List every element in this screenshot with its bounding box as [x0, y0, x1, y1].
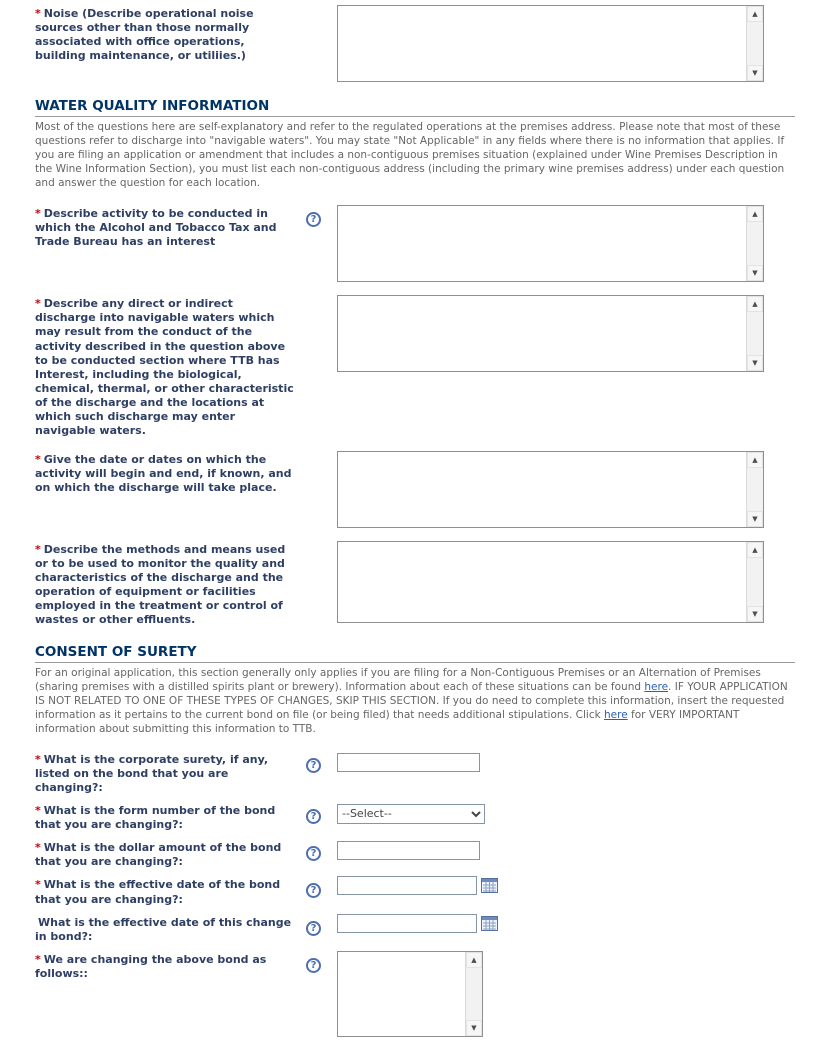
help-icon[interactable]: ?	[306, 212, 321, 227]
discharge-textarea-frame	[337, 295, 764, 372]
water-quality-intro: Most of the questions here are self-explanatory and refer to the regulated operations at the premises address. Please note that most of these questions refer to discharge into "navigable waters". You may state "Not Applicable" in any fields where there is no information that applies. If you are filing an application or amendment that includes a non-contiguous premises situation (explained under Wine Premises Description in the Wine Information Section), you must list each non-contiguous address (including the primary wine premises address) under each question and answer the question for each location.	[35, 121, 785, 190]
help-cell	[297, 914, 337, 936]
activity-question-label	[35, 205, 297, 249]
scrollbar[interactable]	[746, 542, 763, 622]
help-spacer	[297, 5, 337, 7]
effective-date-bond-label-text: What is the effective date of the bond that you are changing?:	[35, 878, 281, 906]
calendar-icon[interactable]	[481, 877, 498, 897]
help-cell	[297, 751, 337, 773]
discharge-textarea[interactable]	[338, 296, 746, 371]
change-date-input[interactable]	[337, 914, 477, 933]
scrollbar[interactable]	[746, 452, 763, 527]
dollar-amount-label-text: What is the dollar amount of the bond that you are changing?:	[35, 841, 282, 869]
discharge-label-text: Describe any direct or indirect discharge into navigable waters which may result from the conduct of the activity described in the question above to be conducted section where TTB has Interest, including the biological, chemical, thermal, or other characteristic of the discharge and the locations at which such discharge may enter navigable waters.	[35, 297, 294, 438]
help-icon[interactable]: ?	[306, 921, 321, 936]
consent-intro	[35, 666, 795, 736]
scrollbar[interactable]	[746, 6, 763, 81]
effective-date-bond-label	[35, 876, 297, 906]
activity-control	[337, 205, 795, 282]
effective-date-bond-input[interactable]	[337, 876, 477, 895]
scrollbar[interactable]	[465, 952, 482, 1036]
calendar-icon[interactable]	[481, 915, 498, 935]
scroll-track[interactable]	[747, 558, 763, 606]
noise-textarea-frame	[337, 5, 764, 82]
consent-intro-part2: . IF YOUR APPLICATION IS NOT RELATED TO ONE OF THESE TYPES OF CHANGES, SKIP THIS SECTION. If you do need to complete this information, insert the requested information as it pertains to the current bond on file (or being filed) that needs additional stipulations. Click	[35, 680, 788, 721]
help-icon[interactable]: ?	[306, 758, 321, 773]
scroll-down-icon[interactable]: ▼	[747, 65, 763, 81]
question-row-discharge	[35, 295, 795, 438]
noise-label-text: Noise (Describe operational noise sources other than those normally associated with office operations, building maintenance, or utiliies.)	[35, 7, 254, 63]
question-row-dollar-amount	[35, 839, 795, 869]
methods-textarea[interactable]	[338, 542, 746, 622]
section-heading-water-quality: WATER QUALITY INFORMATION	[35, 98, 795, 117]
required-asterisk: *	[35, 7, 41, 20]
required-asterisk: *	[35, 878, 41, 892]
bond-change-label-text: We are changing the above bond as follows::	[35, 952, 267, 980]
activity-textarea-frame	[337, 205, 764, 282]
methods-label-text: Describe the methods and means used or to be used to monitor the quality and characteristics of the discharge and the operation of equipment or facilities employed in the treatment or control of wastes or other effluents.	[35, 543, 286, 627]
scrollbar[interactable]	[746, 296, 763, 371]
required-asterisk: *	[35, 207, 41, 221]
surety-info-link[interactable]: here	[644, 680, 669, 693]
noise-control	[337, 5, 795, 82]
question-row-activity	[35, 205, 795, 282]
change-date-control	[337, 914, 795, 935]
scroll-up-icon[interactable]: ▲	[747, 452, 763, 468]
bond-change-control	[337, 951, 795, 1037]
required-asterisk: *	[35, 297, 41, 311]
help-spacer	[297, 541, 337, 543]
methods-textarea-frame	[337, 541, 764, 623]
question-row-change-date	[35, 914, 795, 944]
scroll-track[interactable]	[747, 312, 763, 355]
dates-label-text: Give the date or dates on which the activity will begin and end, if known, and on which the discharge will take place.	[35, 453, 292, 495]
help-icon[interactable]: ?	[306, 846, 321, 861]
bond-change-textarea[interactable]	[338, 952, 465, 1036]
question-row-bond-change	[35, 951, 795, 1037]
scroll-up-icon[interactable]: ▲	[466, 952, 482, 968]
scroll-down-icon[interactable]: ▼	[747, 355, 763, 371]
change-date-label	[35, 914, 297, 944]
form-number-label	[35, 802, 297, 832]
methods-control	[337, 541, 795, 623]
help-cell	[297, 839, 337, 861]
methods-question-label	[35, 541, 297, 627]
question-row-noise	[35, 5, 795, 82]
help-cell	[297, 951, 337, 973]
help-icon[interactable]: ?	[306, 883, 321, 898]
question-row-form-number	[35, 802, 795, 832]
help-spacer	[297, 451, 337, 453]
form-number-label-text: What is the form number of the bond that you are changing?:	[35, 804, 276, 832]
question-row-corporate-surety	[35, 751, 795, 795]
discharge-control	[337, 295, 795, 372]
scroll-down-icon[interactable]: ▼	[747, 606, 763, 622]
effective-date-bond-control	[337, 876, 795, 897]
scroll-down-icon[interactable]: ▼	[747, 511, 763, 527]
section-heading-consent-of-surety: CONSENT OF SURETY	[35, 644, 795, 663]
required-asterisk: *	[35, 752, 41, 766]
activity-label-text: Describe activity to be conducted in which the Alcohol and Tobacco Tax and Trade Bureau has an interest	[35, 207, 277, 249]
corporate-surety-label-text: What is the corporate surety, if any, listed on the bond that you are changing?:	[35, 752, 269, 795]
scroll-track[interactable]	[747, 468, 763, 511]
scroll-track[interactable]	[466, 968, 482, 1020]
scrollbar[interactable]	[746, 206, 763, 281]
noise-question-label	[35, 5, 297, 63]
surety-submission-link[interactable]: here	[604, 708, 628, 721]
scroll-up-icon[interactable]: ▲	[747, 296, 763, 312]
dates-textarea[interactable]	[338, 452, 746, 527]
required-asterisk: *	[35, 841, 41, 855]
question-row-dates	[35, 451, 795, 528]
corporate-surety-label	[35, 751, 297, 795]
noise-textarea[interactable]	[338, 6, 746, 81]
dates-control	[337, 451, 795, 528]
dollar-amount-control	[337, 839, 795, 860]
scroll-track[interactable]	[747, 222, 763, 265]
scroll-down-icon[interactable]: ▼	[466, 1020, 482, 1036]
consent-intro-part1: For an original application, this section generally only applies if you are filing for a Non-Contiguous Premises or an Alternation of Premises (sharing premises with a distilled spirits plant or brewery). Information about each of these situations can be found	[35, 666, 761, 693]
dollar-amount-input[interactable]	[337, 841, 480, 860]
help-cell	[297, 876, 337, 898]
help-cell	[297, 205, 337, 227]
scroll-up-icon[interactable]: ▲	[747, 542, 763, 558]
required-asterisk: *	[35, 952, 41, 966]
bond-change-textarea-frame	[337, 951, 483, 1037]
required-asterisk: *	[35, 804, 41, 818]
help-icon[interactable]: ?	[306, 958, 321, 973]
help-spacer	[297, 295, 337, 297]
help-cell	[297, 802, 337, 824]
dollar-amount-label	[35, 839, 297, 869]
scroll-up-icon[interactable]: ▲	[747, 6, 763, 22]
help-icon[interactable]: ?	[306, 809, 321, 824]
change-date-label-text: What is the effective date of this change in bond?:	[35, 915, 292, 943]
consent-intro-part3: for VERY IMPORTANT information about submitting this information to TTB.	[35, 708, 740, 735]
scroll-down-icon[interactable]: ▼	[747, 265, 763, 281]
required-asterisk: *	[35, 543, 41, 557]
form-number-select[interactable]	[337, 804, 485, 824]
corporate-surety-control	[337, 751, 795, 772]
scroll-track[interactable]	[747, 22, 763, 65]
question-row-methods	[35, 541, 795, 627]
activity-textarea[interactable]	[338, 206, 746, 281]
dates-textarea-frame	[337, 451, 764, 528]
scroll-up-icon[interactable]: ▲	[747, 206, 763, 222]
dates-question-label	[35, 451, 297, 495]
bond-change-label	[35, 951, 297, 981]
corporate-surety-input[interactable]	[337, 753, 480, 772]
form-number-control	[337, 802, 795, 824]
discharge-question-label	[35, 295, 297, 438]
required-asterisk: *	[35, 453, 41, 467]
question-row-effective-date-bond	[35, 876, 795, 906]
